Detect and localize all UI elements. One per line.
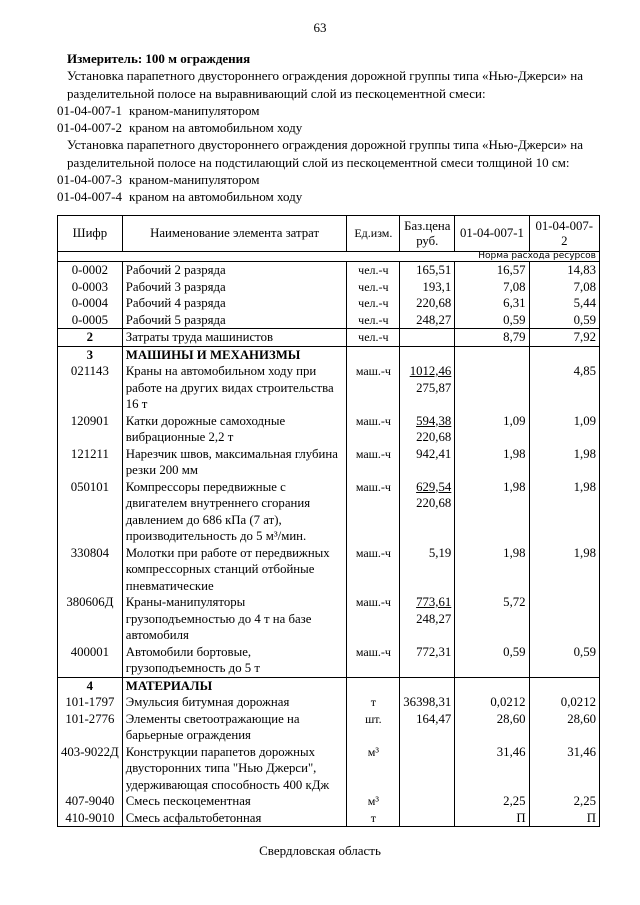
header-name: Наименование элемента затрат [122,216,347,252]
cell-name: Элементы светоотражающие на барьерные ограждения [122,711,347,744]
cell-name: МАШИНЫ И МЕХАНИЗМЫ [122,346,347,363]
cell-code: 0-0002 [58,262,123,279]
cell-code: 330804 [58,545,123,595]
price-wage-part: 220,68 [416,496,452,510]
table-row [58,363,600,413]
cell-norm-2: 7,92 [529,329,599,347]
cell-name: Смесь пескоцементная [122,793,347,810]
cell-norm-1: 28,60 [455,711,529,744]
cell-name: Катки дорожные самоходные вибрационные 2,2 т [122,413,347,446]
cell-name: Рабочий 3 разряда [122,279,347,296]
cell-code: 410-9010 [58,810,123,827]
cell-name: Эмульсия битумная дорожная [122,694,347,711]
cell-price: 5,19 [400,545,455,595]
norm-label: Норма расхода ресурсов [58,252,600,262]
cell-code: 0-0004 [58,295,123,312]
cell-unit: маш.-ч [347,413,400,446]
table-row [58,744,600,794]
cell-norm-2: 1,98 [529,545,599,595]
cell-norm-1: 1,98 [455,446,529,479]
cell-price: 165,51 [400,262,455,279]
cell-norm-2: 2,25 [529,793,599,810]
measure-unit: Измеритель: 100 м ограждения [67,51,251,66]
footer-region: Свердловская область [259,843,381,858]
cell-name: Краны-манипуляторы грузоподъемностью до 4 т на базе автомобиля [122,594,347,644]
cell-price [400,329,455,347]
intro-section [57,50,602,206]
price-total: 629,54 [416,479,452,494]
cell-norm-1 [455,363,529,413]
cell-norm-1: 2,25 [455,793,529,810]
page-number: 63 [313,20,327,35]
cell-norm-1: 7,08 [455,279,529,296]
table-row [58,279,600,296]
cell-name: МАТЕРИАЛЫ [122,677,347,694]
cell-price: 772,31 [400,644,455,678]
item-code: 01-04-007-1 [57,102,122,118]
cell-price [400,810,455,827]
cell-unit: маш.-ч [347,363,400,413]
cell-norm-1: 1,09 [455,413,529,446]
table-row [58,295,600,312]
cell-norm-2 [529,346,599,363]
cell-norm-1: 5,72 [455,594,529,644]
cell-unit: маш.-ч [347,644,400,678]
cell-norm-2: 1,98 [529,479,599,545]
cell-price: 193,1 [400,279,455,296]
table-row [58,312,600,329]
table-row [58,479,600,545]
item-text: краном-манипулятором [129,102,260,118]
cell-code: 0-0003 [58,279,123,296]
cell-name: Рабочий 5 разряда [122,312,347,329]
cell-unit: чел.-ч [347,262,400,279]
price-wage-part: 275,87 [416,380,452,395]
cell-norm-1: П [455,810,529,827]
cell-price [400,363,455,413]
price-wage-part: 220,68 [416,430,452,444]
cell-unit: маш.-ч [347,594,400,644]
item-text: краном на автомобильном ходу [129,189,303,205]
cell-name: Смесь асфальтобетонная [122,810,347,827]
cell-code: 120901 [58,413,123,446]
norm-row [58,252,600,262]
cell-price [400,413,455,446]
cell-code: 380606Д [58,594,123,644]
cell-norm-1: 8,79 [455,329,529,347]
cell-code: 407-9040 [58,793,123,810]
cell-code: 400001 [58,644,123,678]
cell-norm-1: 0,0212 [455,694,529,711]
table-row [58,594,600,644]
cell-code: 101-1797 [58,694,123,711]
cell-code: 3 [58,346,123,363]
summary-row [58,329,600,347]
cell-price [400,594,455,644]
table-row [58,545,600,595]
table-row [58,446,600,479]
cell-norm-2: 31,46 [529,744,599,794]
cell-norm-1: 16,57 [455,262,529,279]
price-wage-part: 248,27 [416,611,452,626]
cell-norm-2: 1,09 [529,413,599,446]
cell-unit: маш.-ч [347,545,400,595]
item-code: 01-04-007-3 [57,172,122,188]
header-unit: Ед.изм. [347,216,400,252]
cell-norm-2 [529,594,599,644]
cell-price [400,744,455,794]
cell-price: 248,27 [400,312,455,329]
group-description-2: Установка парапетного двустороннего ограждения дорожной группы типа «Нью-Джерси» на разделительной полосе на подстилающий слой из пескоцементной смеси толщиной 10 см: [67,137,583,170]
cell-norm-2: П [529,810,599,827]
cell-norm-1: 1,98 [455,545,529,595]
cell-norm-2: 14,83 [529,262,599,279]
cell-unit: чел.-ч [347,312,400,329]
cell-price: 36398,31 [400,694,455,711]
cell-unit: т [347,694,400,711]
header-col-2: 01-04-007-2 [529,216,599,252]
cell-name: Затраты труда машинистов [122,329,347,347]
item-code: 01-04-007-2 [57,120,122,136]
cell-unit: чел.-ч [347,295,400,312]
cell-name: Компрессоры передвижные с двигателем внутреннего сгорания давлением до 686 кПа (7 ат), производительность до 5 м³/мин. [122,479,347,545]
cell-code: 2 [58,329,123,347]
table-row [58,413,600,446]
cell-unit: шт. [347,711,400,744]
cell-code: 050101 [58,479,123,545]
cell-code: 021143 [58,363,123,413]
cell-name: Конструкции парапетов дорожных двусторонних типа "Нью Джерси", удерживающая способность 400 кДж [122,744,347,794]
resource-table [57,215,600,827]
cell-norm-1 [455,677,529,694]
cell-unit: чел.-ч [347,329,400,347]
group-item [57,188,602,205]
item-text: краном-манипулятором [129,172,260,188]
cell-norm-2: 4,85 [529,363,599,413]
cell-code: 121211 [58,446,123,479]
group-item [57,171,602,188]
table-row [58,711,600,744]
cell-norm-2: 7,08 [529,279,599,296]
cell-unit [347,677,400,694]
cell-price [400,479,455,545]
cell-norm-2: 0,0212 [529,694,599,711]
table-row [58,644,600,678]
cell-unit: маш.-ч [347,446,400,479]
cell-price [400,346,455,363]
header-col-1: 01-04-007-1 [455,216,529,252]
price-total: 1012,46 [409,364,452,378]
cell-norm-1: 0,59 [455,312,529,329]
cell-norm-1: 1,98 [455,479,529,545]
cell-name: Нарезчик швов, максимальная глубина резки 200 мм [122,446,347,479]
group-item [57,119,602,136]
cell-price: 164,47 [400,711,455,744]
cell-unit: чел.-ч [347,279,400,296]
cell-unit [347,346,400,363]
item-text: краном на автомобильном ходу [129,120,303,136]
cell-price: 942,41 [400,446,455,479]
cell-code: 403-9022Д [58,744,123,794]
price-total: 594,38 [416,413,452,428]
table-header-row [58,216,600,252]
section-row [58,677,600,694]
header-code: Шифр [58,216,123,252]
cell-norm-1 [455,346,529,363]
cell-unit: т [347,810,400,827]
cell-code: 101-2776 [58,711,123,744]
cell-norm-1: 31,46 [455,744,529,794]
table-row [58,262,600,279]
cell-name: Автомобили бортовые, грузоподъемность до 5 т [122,644,347,678]
cell-name: Рабочий 2 разряда [122,262,347,279]
cell-code: 4 [58,677,123,694]
cell-norm-2: 0,59 [529,312,599,329]
cell-unit: маш.-ч [347,479,400,545]
cell-name: Краны на автомобильном ходу при работе на других видах строительства 16 т [122,363,347,413]
cell-price: 220,68 [400,295,455,312]
cell-norm-1: 0,59 [455,644,529,678]
cell-name: Рабочий 4 разряда [122,295,347,312]
header-price: Баз.цена руб. [400,216,455,252]
group-description-1: Установка парапетного двустороннего ограждения дорожной группы типа «Нью-Джерси» на разделительной полосе на выравнивающий слой из пескоцементной смеси: [67,68,583,101]
table-row [58,793,600,810]
cell-norm-2: 5,44 [529,295,599,312]
cell-unit: м³ [347,793,400,810]
cell-norm-2: 1,98 [529,446,599,479]
group-item [57,102,602,119]
table-row [58,810,600,827]
section-row [58,346,600,363]
cell-name: Молотки при работе от передвижных компрессорных станций отбойные пневматические [122,545,347,595]
cell-code: 0-0005 [58,312,123,329]
item-code: 01-04-007-4 [57,189,122,205]
cell-norm-2: 0,59 [529,644,599,678]
table-row [58,694,600,711]
cell-norm-1: 6,31 [455,295,529,312]
cell-unit: м³ [347,744,400,794]
cell-price [400,677,455,694]
cell-price [400,793,455,810]
cell-norm-2: 28,60 [529,711,599,744]
cell-norm-2 [529,677,599,694]
price-total: 773,61 [416,595,452,609]
